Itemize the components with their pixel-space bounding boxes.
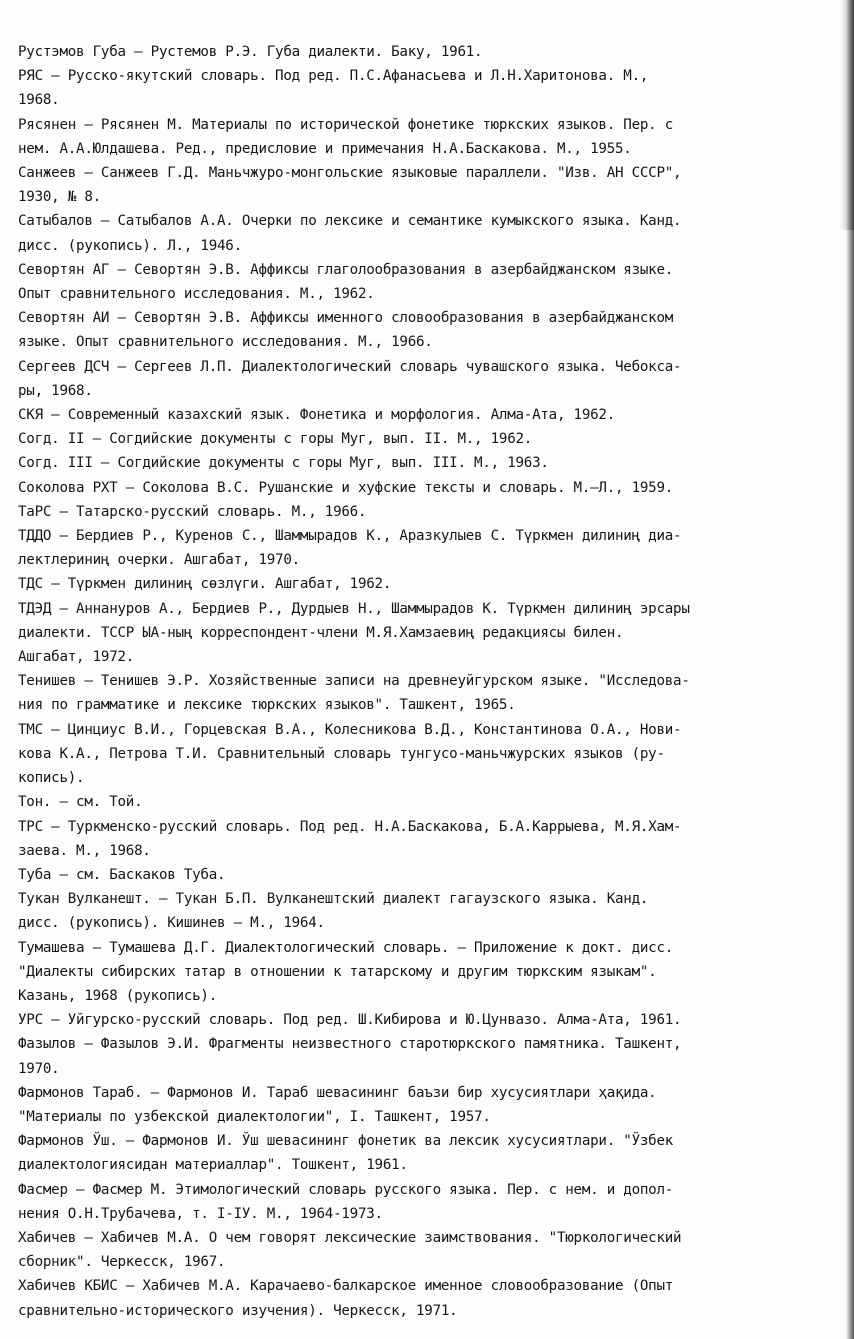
entry-line: Опыт сравнительного исследования. М., 1962.: [18, 286, 375, 303]
bibliography-entry: [18, 1274, 818, 1322]
bibliography-entry: [18, 1178, 818, 1226]
bibliography-entry: [18, 1226, 818, 1274]
entry-line: ния по грамматике и лексике тюркских языков". Ташкент, 1965.: [18, 697, 516, 714]
scan-shadow-corner: [840, 0, 854, 230]
entry-line: лектлериниң очерки. Ашгабат, 1970.: [18, 552, 300, 569]
entry-line: Хабичев КБИС – Хабичев М.А. Карачаево-балкарское именное словообразование (Опыт: [18, 1278, 674, 1295]
bibliography-entry: [18, 669, 818, 717]
entry-line: сборник". Черкесск, 1967.: [18, 1254, 226, 1271]
entry-line: УРС – Уйгурско-русский словарь. Под ред. Ш.Кибирова и Ю.Цунвазо. Алма-Ата, 1961.: [18, 1012, 682, 1029]
entry-line: дисс. (рукопись). Кишинев – М., 1964.: [18, 915, 325, 932]
entry-line: "Материалы по узбекской диалектологии", I. Ташкент, 1957.: [18, 1108, 491, 1125]
bibliography-list: [18, 40, 818, 1323]
bibliography-entry: [18, 1032, 818, 1080]
bibliography-entry: [18, 500, 818, 524]
bibliography-entry: [18, 1008, 818, 1032]
entry-line: сравнительно-исторического изучения). Черкесск, 1971.: [18, 1302, 458, 1319]
bibliography-entry: [18, 887, 818, 935]
bibliography-entry: [18, 476, 818, 500]
bibliography-entry: [18, 1081, 818, 1129]
entry-line: заева. М., 1968.: [18, 842, 151, 859]
entry-line: Санжеев – Санжеев Г.Д. Маньчжуро-монгольские языковые параллели. "Изв. АН СССР",: [18, 165, 682, 182]
entry-line: Фармонов Тараб. – Фармонов И. Тараб шевасининг баъзи бир хусусиятлари ҳақида.: [18, 1084, 657, 1101]
bibliography-entry: [18, 427, 818, 451]
entry-line: Согд. III – Согдийские документы с горы Муг, вып. III. М., 1963.: [18, 455, 549, 472]
entry-line: ры, 1968.: [18, 382, 93, 399]
bibliography-entry: [18, 451, 818, 475]
entry-line: Сергеев ДСЧ – Сергеев Л.П. Диалектологический словарь чувашского языка. Чебокса-: [18, 358, 682, 375]
entry-line: Ашгабат, 1972.: [18, 649, 135, 666]
entry-line: Согд. II – Согдийские документы с горы Муг, вып. II. М., 1962.: [18, 431, 533, 448]
bibliography-entry: [18, 790, 818, 814]
bibliography-entry: [18, 524, 818, 572]
entry-line: Фазылов – Фазылов Э.И. Фрагменты неизвестного старотюркского памятника. Ташкент,: [18, 1036, 682, 1053]
entry-line: Рясянен – Рясянен М. Материалы по исторической фонетике тюркских языков. Пер. с: [18, 116, 674, 133]
bibliography-entry: [18, 40, 818, 64]
bibliography-entry: [18, 258, 818, 306]
bibliography-entry: [18, 718, 818, 791]
entry-line: Фармонов Ўш. – Фармонов И. Ўш шевасининг фонетик ва лексик хусусиятлари. "Ўзбек: [18, 1133, 674, 1150]
entry-line: Севортян АИ – Севортян Э.В. Аффиксы именного словообразования в азербайджанском: [18, 310, 674, 327]
bibliography-entry: [18, 403, 818, 427]
entry-line: Туба – см. Баскаков Туба.: [18, 866, 226, 883]
entry-line: ТаРС – Татарско-русский словарь. М., 1966.: [18, 503, 367, 520]
entry-line: Сатыбалов – Сатыбалов А.А. Очерки по лексике и семантике кумыкского языка. Канд.: [18, 213, 682, 230]
entry-line: нения О.Н.Трубачева, т. I-IУ. М., 1964-1973.: [18, 1205, 383, 1222]
bibliography-entry: [18, 863, 818, 887]
entry-line: Севортян АГ – Севортян Э.В. Аффиксы глаголообразования в азербайджанском языке.: [18, 261, 674, 278]
entry-line: "Диалекты сибирских татар в отношении к татарскому и другим тюркским языкам".: [18, 963, 657, 980]
entry-line: Казань, 1968 (рукопись).: [18, 987, 217, 1004]
entry-line: ТМС – Цинциус В.И., Горцевская В.А., Колесникова В.Д., Константинова О.А., Нови-: [18, 721, 682, 738]
bibliography-entry: [18, 161, 818, 209]
entry-line: ТДДО – Бердиев Р., Куренов С., Шаммырадов К., Аразкулыев С. Түркмен дилиниң диа-: [18, 528, 682, 545]
entry-line: Хабичев – Хабичев М.А. О чем говорят лексические заимствования. "Тюркологический: [18, 1229, 682, 1246]
bibliography-entry: [18, 306, 818, 354]
entry-line: ТРС – Туркменско-русский словарь. Под ред. Н.А.Баскакова, Б.А.Каррыева, М.Я.Хам-: [18, 818, 682, 835]
entry-line: 1968.: [18, 92, 60, 109]
entry-line: ТДЭД – Аннануров А., Бердиев Р., Дурдыев Н., Шаммырадов К. Түркмен дилиниң эрсары: [18, 600, 690, 617]
bibliography-entry: [18, 1129, 818, 1177]
bibliography-entry: [18, 815, 818, 863]
entry-line: языке. Опыт сравнительного исследования. М., 1966.: [18, 334, 433, 351]
entry-line: Тенишев – Тенишев Э.Р. Хозяйственные записи на древнеуйгурском языке. "Исследова-: [18, 673, 690, 690]
bibliography-entry: [18, 597, 818, 670]
bibliography-entry: [18, 572, 818, 596]
entry-line: Фасмер – Фасмер М. Этимологический словарь русского языка. Пер. с нем. и допол-: [18, 1181, 674, 1198]
bibliography-entry: [18, 209, 818, 257]
bibliography-entry: [18, 936, 818, 1009]
entry-line: Тон. – см. Той.: [18, 794, 143, 811]
entry-line: Тукан Вулканешт. – Тукан Б.П. Вулканештский диалект гагаузского языка. Канд.: [18, 891, 649, 908]
entry-line: дисс. (рукопись). Л., 1946.: [18, 237, 242, 254]
entry-line: СКЯ – Современный казахский язык. Фонетика и морфология. Алма-Ата, 1962.: [18, 407, 615, 424]
entry-line: диалекти. ТССР ЫА-ның корреспондент-члени М.Я.Хамзаевиң редакциясы билен.: [18, 624, 624, 641]
entry-line: Тумашева – Тумашева Д.Г. Диалектологический словарь. – Приложение к докт. дисс.: [18, 939, 674, 956]
entry-line: Рустэмов Губа – Рустемов Р.Э. Губа диалекти. Баку, 1961.: [18, 44, 483, 60]
entry-line: нем. А.А.Юлдашева. Ред., предисловие и примечания Н.А.Баскакова. М., 1955.: [18, 140, 632, 157]
bibliography-entry: [18, 64, 818, 112]
entry-line: Соколова РХТ – Соколова В.С. Рушанские и хуфские тексты и словарь. М.–Л., 1959.: [18, 479, 674, 496]
bibliography-entry: [18, 355, 818, 403]
entry-line: копись).: [18, 770, 85, 787]
entry-line: кова К.А., Петрова Т.И. Сравнительный словарь тунгусо-маньчжурских языков (ру-: [18, 745, 665, 762]
bibliography-entry: [18, 113, 818, 161]
entry-line: РЯС – Русско-якутский словарь. Под ред. П.С.Афанасьева и Л.Н.Харитонова. М.,: [18, 68, 649, 85]
entry-line: диалектологиясидан материаллар". Тошкент, 1961.: [18, 1157, 408, 1174]
entry-line: 1930, № 8.: [18, 189, 101, 206]
entry-line: 1970.: [18, 1060, 60, 1077]
entry-line: ТДС – Түркмен дилиниң сөзлүги. Ашгабат, 1962.: [18, 576, 392, 593]
